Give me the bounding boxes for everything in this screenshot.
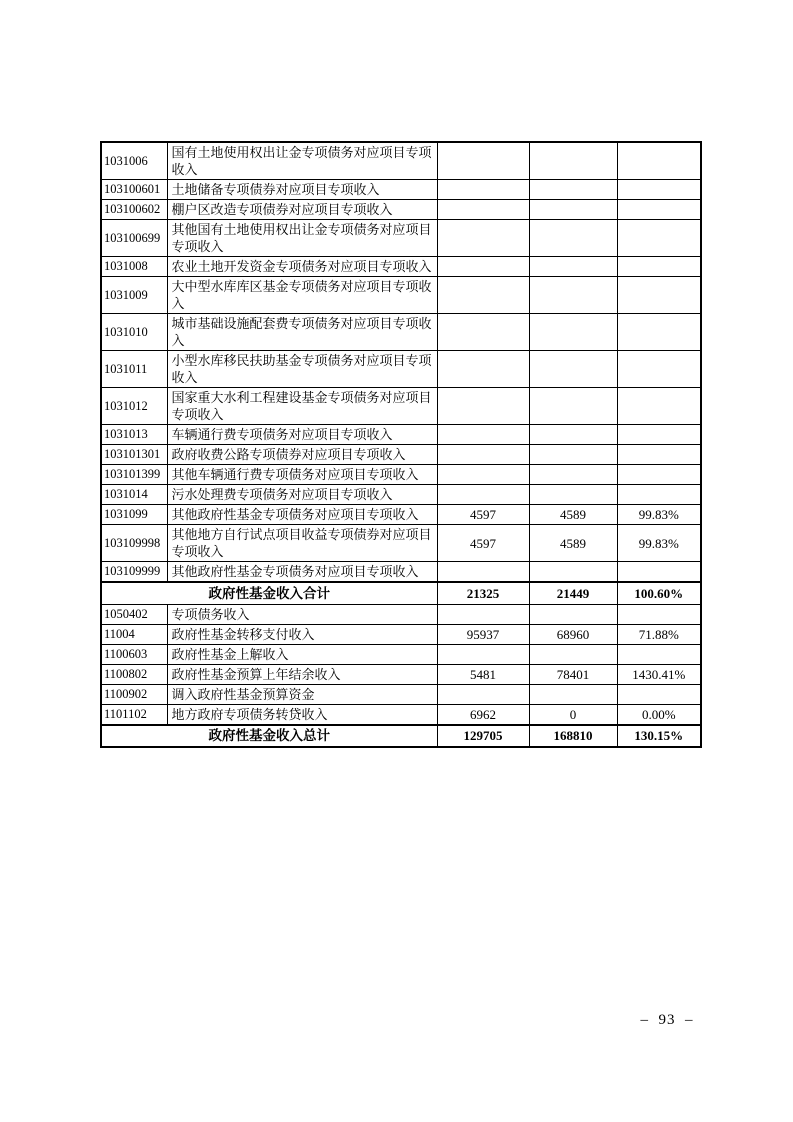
code-cell: 1100603	[101, 644, 167, 664]
actual-cell: 0	[529, 704, 617, 725]
actual-cell	[529, 180, 617, 200]
budget-cell	[437, 220, 529, 257]
total-row	[101, 725, 701, 747]
page-number: – 93 –	[640, 1012, 694, 1028]
actual-cell	[529, 220, 617, 257]
percent-cell: 1430.41%	[617, 664, 701, 684]
budget-cell: 129705	[437, 725, 529, 747]
code-cell: 1100902	[101, 684, 167, 704]
actual-cell: 4589	[529, 525, 617, 562]
actual-cell: 68960	[529, 624, 617, 644]
table-row	[101, 257, 701, 277]
actual-cell	[529, 200, 617, 220]
percent-cell	[617, 314, 701, 351]
table-row	[101, 485, 701, 505]
table-row	[101, 562, 701, 583]
code-cell: 11004	[101, 624, 167, 644]
actual-cell	[529, 351, 617, 388]
percent-cell	[617, 562, 701, 583]
code-cell: 1100802	[101, 664, 167, 684]
code-cell: 1031010	[101, 314, 167, 351]
percent-cell	[617, 200, 701, 220]
actual-cell: 78401	[529, 664, 617, 684]
table-row	[101, 684, 701, 704]
budget-table	[100, 141, 702, 748]
percent-cell	[617, 445, 701, 465]
percent-cell: 71.88%	[617, 624, 701, 644]
item-name-cell: 专项债务收入	[167, 604, 437, 624]
actual-cell	[529, 257, 617, 277]
actual-cell	[529, 604, 617, 624]
actual-cell: 21449	[529, 582, 617, 604]
item-name-cell: 调入政府性基金预算资金	[167, 684, 437, 704]
actual-cell	[529, 388, 617, 425]
actual-cell: 168810	[529, 725, 617, 747]
item-name-cell: 政府性基金预算上年结余收入	[167, 664, 437, 684]
code-cell: 1031099	[101, 505, 167, 525]
budget-cell	[437, 604, 529, 624]
item-name-cell: 城市基础设施配套费专项债务对应项目专项收入	[167, 314, 437, 351]
budget-cell	[437, 314, 529, 351]
item-name-cell: 国家重大水利工程建设基金专项债务对应项目专项收入	[167, 388, 437, 425]
code-cell: 103101301	[101, 445, 167, 465]
table-row	[101, 704, 701, 725]
item-name-cell: 车辆通行费专项债务对应项目专项收入	[167, 425, 437, 445]
percent-cell	[617, 644, 701, 664]
actual-cell	[529, 142, 617, 180]
budget-cell	[437, 180, 529, 200]
code-cell: 1031008	[101, 257, 167, 277]
code-cell: 1050402	[101, 604, 167, 624]
actual-cell	[529, 445, 617, 465]
actual-cell: 4589	[529, 505, 617, 525]
actual-cell	[529, 644, 617, 664]
percent-cell: 99.83%	[617, 525, 701, 562]
percent-cell	[617, 465, 701, 485]
table-row	[101, 142, 701, 180]
percent-cell	[617, 220, 701, 257]
code-cell: 103101399	[101, 465, 167, 485]
table-row	[101, 351, 701, 388]
table-row	[101, 180, 701, 200]
table-row	[101, 277, 701, 314]
item-name-cell: 污水处理费专项债务对应项目专项收入	[167, 485, 437, 505]
percent-cell: 130.15%	[617, 725, 701, 747]
percent-cell	[617, 425, 701, 445]
percent-cell	[617, 604, 701, 624]
code-cell: 103109998	[101, 525, 167, 562]
table-row	[101, 525, 701, 562]
item-name-cell: 政府收费公路专项债券对应项目专项收入	[167, 445, 437, 465]
budget-cell	[437, 644, 529, 664]
budget-cell: 5481	[437, 664, 529, 684]
budget-cell: 4597	[437, 525, 529, 562]
actual-cell	[529, 684, 617, 704]
budget-cell	[437, 684, 529, 704]
code-cell: 1031013	[101, 425, 167, 445]
budget-cell: 21325	[437, 582, 529, 604]
table-row	[101, 465, 701, 485]
total-row-label: 政府性基金收入总计	[101, 725, 437, 747]
actual-cell	[529, 425, 617, 445]
table-row	[101, 445, 701, 465]
budget-cell	[437, 142, 529, 180]
table-row	[101, 314, 701, 351]
percent-cell: 0.00%	[617, 704, 701, 725]
item-name-cell: 大中型水库库区基金专项债务对应项目专项收入	[167, 277, 437, 314]
percent-cell	[617, 277, 701, 314]
budget-cell	[437, 562, 529, 583]
code-cell: 1031006	[101, 142, 167, 180]
code-cell: 1031009	[101, 277, 167, 314]
budget-cell	[437, 351, 529, 388]
table-body	[101, 142, 701, 747]
item-name-cell: 小型水库移民扶助基金专项债务对应项目专项收入	[167, 351, 437, 388]
item-name-cell: 其他政府性基金专项债务对应项目专项收入	[167, 505, 437, 525]
item-name-cell: 政府性基金上解收入	[167, 644, 437, 664]
actual-cell	[529, 465, 617, 485]
table-row	[101, 624, 701, 644]
table-row	[101, 388, 701, 425]
budget-cell: 4597	[437, 505, 529, 525]
percent-cell	[617, 257, 701, 277]
budget-cell	[437, 485, 529, 505]
budget-cell	[437, 277, 529, 314]
budget-cell	[437, 200, 529, 220]
percent-cell: 99.83%	[617, 505, 701, 525]
percent-cell	[617, 485, 701, 505]
budget-cell	[437, 445, 529, 465]
code-cell: 103100601	[101, 180, 167, 200]
item-name-cell: 其他车辆通行费专项债务对应项目专项收入	[167, 465, 437, 485]
code-cell: 103100699	[101, 220, 167, 257]
item-name-cell: 地方政府专项债务转贷收入	[167, 704, 437, 725]
table-row	[101, 220, 701, 257]
code-cell: 1101102	[101, 704, 167, 725]
total-row	[101, 582, 701, 604]
item-name-cell: 政府性基金转移支付收入	[167, 624, 437, 644]
item-name-cell: 棚户区改造专项债券对应项目专项收入	[167, 200, 437, 220]
table-row	[101, 644, 701, 664]
code-cell: 1031012	[101, 388, 167, 425]
item-name-cell: 国有土地使用权出让金专项债务对应项目专项收入	[167, 142, 437, 180]
actual-cell	[529, 314, 617, 351]
table-row	[101, 604, 701, 624]
code-cell: 1031011	[101, 351, 167, 388]
percent-cell	[617, 351, 701, 388]
item-name-cell: 其他国有土地使用权出让金专项债务对应项目专项收入	[167, 220, 437, 257]
table-row	[101, 664, 701, 684]
item-name-cell: 土地储备专项债券对应项目专项收入	[167, 180, 437, 200]
actual-cell	[529, 277, 617, 314]
code-cell: 103100602	[101, 200, 167, 220]
budget-cell: 6962	[437, 704, 529, 725]
actual-cell	[529, 562, 617, 583]
table-row	[101, 200, 701, 220]
budget-cell	[437, 465, 529, 485]
item-name-cell: 农业土地开发资金专项债务对应项目专项收入	[167, 257, 437, 277]
item-name-cell: 其他政府性基金专项债务对应项目专项收入	[167, 562, 437, 583]
actual-cell	[529, 485, 617, 505]
budget-cell	[437, 257, 529, 277]
percent-cell	[617, 180, 701, 200]
budget-cell	[437, 388, 529, 425]
percent-cell	[617, 684, 701, 704]
code-cell: 1031014	[101, 485, 167, 505]
item-name-cell: 其他地方自行试点项目收益专项债券对应项目专项收入	[167, 525, 437, 562]
percent-cell	[617, 142, 701, 180]
percent-cell	[617, 388, 701, 425]
budget-cell: 95937	[437, 624, 529, 644]
total-row-label: 政府性基金收入合计	[101, 582, 437, 604]
budget-cell	[437, 425, 529, 445]
table-row	[101, 425, 701, 445]
percent-cell: 100.60%	[617, 582, 701, 604]
code-cell: 103109999	[101, 562, 167, 583]
table-row	[101, 505, 701, 525]
